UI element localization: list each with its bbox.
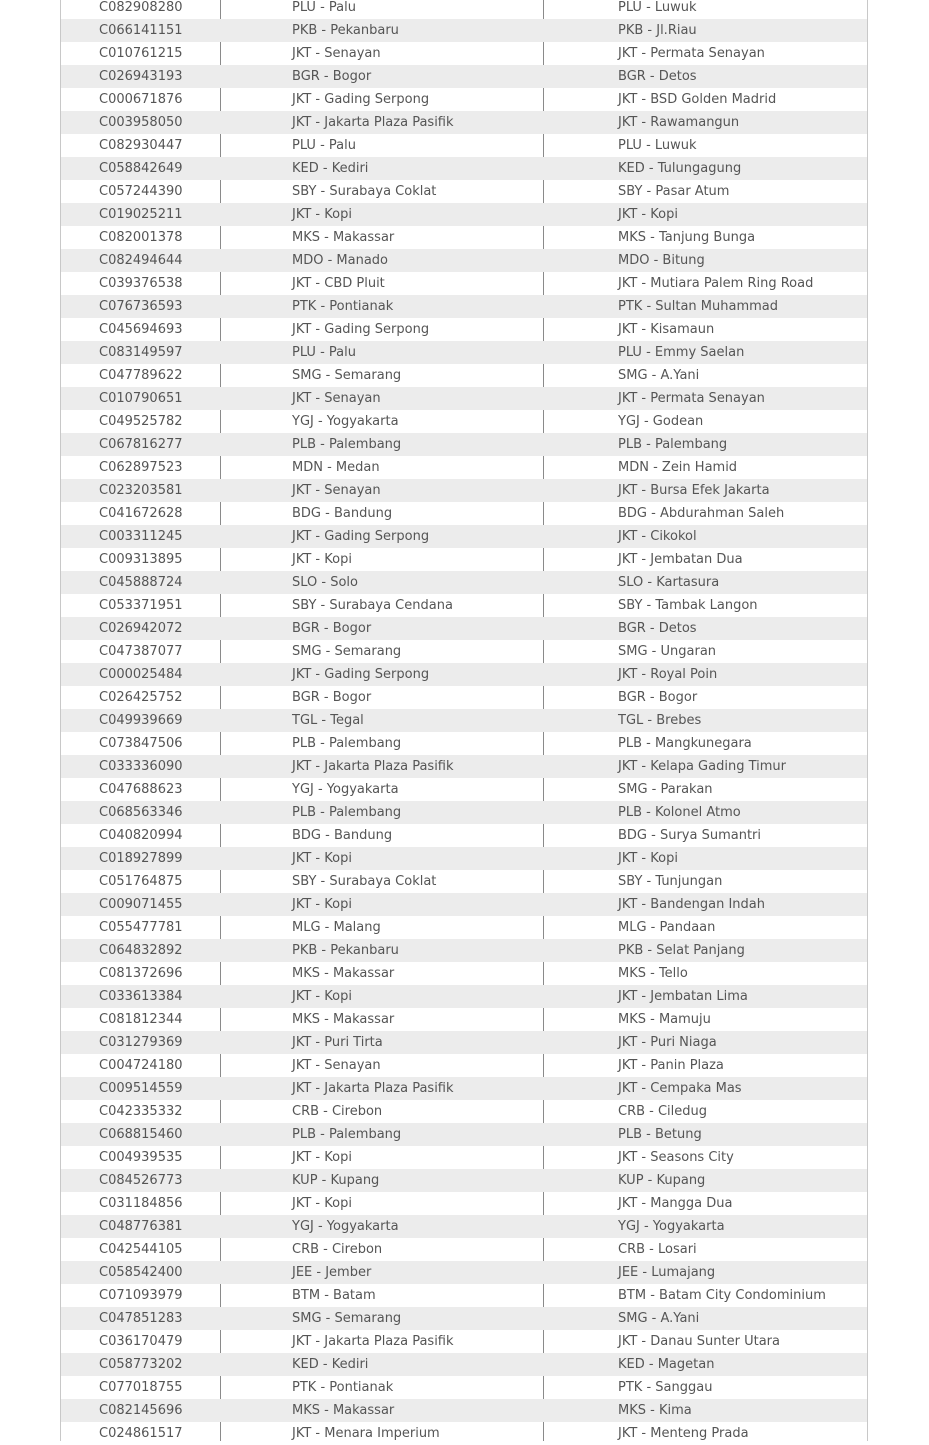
home-branch-cell: JKT - Kopi xyxy=(221,203,544,226)
service-branch-cell: SMG - Parakan xyxy=(618,782,713,797)
service-branch-cell: YGJ - Godean xyxy=(618,414,704,429)
table-row xyxy=(61,1077,867,1100)
home-branch-cell: JKT - Kopi xyxy=(292,1196,352,1211)
home-branch-cell: BGR - Bogor xyxy=(292,690,372,705)
table-row xyxy=(61,88,867,111)
home-branch-cell: MKS - Makassar xyxy=(292,966,395,981)
table-row xyxy=(61,870,867,893)
home-branch-cell: JKT - Senayan xyxy=(292,1058,381,1073)
service-branch-cell: JKT - Royal Poin xyxy=(544,663,867,686)
customer-id-cell: C051764875 xyxy=(99,874,183,889)
home-branch-cell: JKT - Menara Imperium xyxy=(292,1426,440,1441)
service-branch-cell: JKT - Permata Senayan xyxy=(544,387,867,410)
home-branch-cell: YGJ - Yogyakarta xyxy=(292,414,399,429)
service-branch-cell: JKT - Bursa Efek Jakarta xyxy=(544,479,867,502)
home-branch-cell: KED - Kediri xyxy=(221,157,544,180)
service-branch-cell: JKT - Menteng Prada xyxy=(618,1426,749,1441)
table-row xyxy=(61,985,867,1008)
customer-id-cell: C024861517 xyxy=(99,1426,183,1441)
service-branch-cell: SLO - Kartasura xyxy=(544,571,867,594)
home-branch-cell: YGJ - Yogyakarta xyxy=(221,1215,544,1238)
service-branch-cell: SBY - Pasar Atum xyxy=(618,184,730,199)
service-branch-cell: TGL - Brebes xyxy=(544,709,867,732)
service-branch-cell: BGR - Detos xyxy=(544,65,867,88)
customer-id-cell: C019025211 xyxy=(61,203,221,226)
service-branch-cell: JKT - Bandengan Indah xyxy=(544,893,867,916)
table-row xyxy=(61,732,867,755)
home-branch-cell: BDG - Bandung xyxy=(292,828,393,843)
table-row xyxy=(61,157,867,180)
home-branch-cell: JKT - Jakarta Plaza Pasifik xyxy=(221,111,544,134)
table-row xyxy=(61,1307,867,1330)
customer-id-cell: C023203581 xyxy=(61,479,221,502)
customer-id-cell: C062897523 xyxy=(99,460,183,475)
table-row xyxy=(61,226,867,249)
service-branch-cell: MKS - Tello xyxy=(618,966,688,981)
service-branch-cell: PLB - Palembang xyxy=(544,433,867,456)
home-branch-cell: YGJ - Yogyakarta xyxy=(292,782,399,797)
service-branch-cell: PTK - Sanggau xyxy=(618,1380,713,1395)
customer-id-cell: C031279369 xyxy=(61,1031,221,1054)
home-branch-cell: PTK - Pontianak xyxy=(292,1380,394,1395)
table-row xyxy=(61,1284,867,1307)
customer-id-cell: C048776381 xyxy=(61,1215,221,1238)
customer-id-cell: C058542400 xyxy=(61,1261,221,1284)
table-row xyxy=(61,19,867,42)
customer-id-cell: C047851283 xyxy=(61,1307,221,1330)
home-branch-cell: JKT - Senayan xyxy=(221,479,544,502)
customer-id-cell: C004724180 xyxy=(99,1058,183,1073)
customer-id-cell: C033613384 xyxy=(61,985,221,1008)
table-row xyxy=(61,0,867,19)
home-branch-cell: MKS - Makassar xyxy=(292,1012,395,1027)
home-branch-cell: SBY - Surabaya Coklat xyxy=(292,874,437,889)
home-branch-cell: MKS - Makassar xyxy=(292,230,395,245)
home-branch-cell: BGR - Bogor xyxy=(221,65,544,88)
home-branch-cell: JKT - Jakarta Plaza Pasifik xyxy=(221,1077,544,1100)
home-branch-cell: PLB - Palembang xyxy=(221,801,544,824)
customer-id-cell: C082494644 xyxy=(61,249,221,272)
service-branch-cell: JKT - Kopi xyxy=(544,847,867,870)
table-row xyxy=(61,640,867,663)
customer-id-cell: C049939669 xyxy=(61,709,221,732)
service-branch-cell: KED - Tulungagung xyxy=(544,157,867,180)
home-branch-cell: SMG - Semarang xyxy=(292,644,402,659)
customer-id-cell: C039376538 xyxy=(99,276,183,291)
table-row xyxy=(61,502,867,525)
service-branch-cell: JKT - Panin Plaza xyxy=(618,1058,724,1073)
table-row xyxy=(61,1054,867,1077)
service-branch-cell: SMG - A.Yani xyxy=(618,368,700,383)
service-branch-cell: PLU - Emmy Saelan xyxy=(544,341,867,364)
service-branch-cell: MKS - Tanjung Bunga xyxy=(618,230,756,245)
table-body xyxy=(61,0,867,1445)
table-row xyxy=(61,341,867,364)
home-branch-cell: KED - Kediri xyxy=(221,1353,544,1376)
table-row xyxy=(61,916,867,939)
service-branch-cell: JKT - Kopi xyxy=(544,203,867,226)
customer-id-cell: C000025484 xyxy=(61,663,221,686)
customer-id-cell: C081372696 xyxy=(99,966,183,981)
home-branch-cell: CRB - Cirebon xyxy=(292,1242,383,1257)
customer-id-cell: C033336090 xyxy=(61,755,221,778)
home-branch-cell: MDN - Medan xyxy=(292,460,380,475)
table-row xyxy=(61,1100,867,1123)
service-branch-cell: JKT - Permata Senayan xyxy=(618,46,765,61)
home-branch-cell: SBY - Surabaya Cendana xyxy=(292,598,453,613)
table-row xyxy=(61,847,867,870)
table-row xyxy=(61,387,867,410)
service-branch-cell: JKT - Jembatan Dua xyxy=(618,552,743,567)
table-row xyxy=(61,1238,867,1261)
service-branch-cell: BGR - Bogor xyxy=(618,690,698,705)
home-branch-cell: JEE - Jember xyxy=(221,1261,544,1284)
customer-id-cell: C058773202 xyxy=(61,1353,221,1376)
table-row xyxy=(61,1330,867,1353)
service-branch-cell: JKT - Mangga Dua xyxy=(618,1196,733,1211)
customer-id-cell: C084526773 xyxy=(61,1169,221,1192)
home-branch-cell: JKT - Gading Serpong xyxy=(292,322,430,337)
customer-id-cell: C047789622 xyxy=(99,368,183,383)
table-row xyxy=(61,433,867,456)
table-row xyxy=(61,1422,867,1445)
service-branch-cell: KUP - Kupang xyxy=(544,1169,867,1192)
service-branch-cell: KED - Magetan xyxy=(544,1353,867,1376)
table-row xyxy=(61,65,867,88)
customer-id-cell: C082908280 xyxy=(99,0,183,15)
table-row xyxy=(61,939,867,962)
customer-id-cell: C064832892 xyxy=(61,939,221,962)
customer-id-cell: C031184856 xyxy=(99,1196,183,1211)
home-branch-cell: PLU - Palu xyxy=(221,341,544,364)
service-branch-cell: MKS - Mamuju xyxy=(618,1012,711,1027)
home-branch-cell: JKT - Jakarta Plaza Pasifik xyxy=(292,1334,454,1349)
customer-id-cell: C083149597 xyxy=(61,341,221,364)
home-branch-cell: BGR - Bogor xyxy=(221,617,544,640)
table-row xyxy=(61,1123,867,1146)
service-branch-cell: BTM - Batam City Condominium xyxy=(618,1288,826,1303)
home-branch-cell: TGL - Tegal xyxy=(221,709,544,732)
home-branch-cell: JKT - Senayan xyxy=(221,387,544,410)
service-branch-cell: PTK - Sultan Muhammad xyxy=(544,295,867,318)
service-branch-cell: MKS - Kima xyxy=(544,1399,867,1422)
service-branch-cell: PKB - Selat Panjang xyxy=(544,939,867,962)
home-branch-cell: JKT - Puri Tirta xyxy=(221,1031,544,1054)
table-row xyxy=(61,203,867,226)
table-row xyxy=(61,617,867,640)
home-branch-cell: PLB - Palembang xyxy=(292,736,402,751)
customer-id-cell: C081812344 xyxy=(99,1012,183,1027)
customer-id-cell: C026425752 xyxy=(99,690,183,705)
customer-id-cell: C026943193 xyxy=(61,65,221,88)
home-branch-cell: JKT - Senayan xyxy=(292,46,381,61)
service-branch-cell: JEE - Lumajang xyxy=(544,1261,867,1284)
customer-id-cell: C068815460 xyxy=(61,1123,221,1146)
table-row xyxy=(61,318,867,341)
table-row xyxy=(61,410,867,433)
table-row xyxy=(61,456,867,479)
home-branch-cell: JKT - Kopi xyxy=(292,552,352,567)
customer-id-cell: C071093979 xyxy=(99,1288,183,1303)
customer-id-cell: C066141151 xyxy=(61,19,221,42)
service-branch-cell: JKT - Danau Sunter Utara xyxy=(618,1334,780,1349)
table-row xyxy=(61,824,867,847)
table-row xyxy=(61,1008,867,1031)
table-row xyxy=(61,755,867,778)
home-branch-cell: MKS - Makassar xyxy=(221,1399,544,1422)
table-row xyxy=(61,1031,867,1054)
home-branch-cell: JKT - Gading Serpong xyxy=(292,92,430,107)
service-branch-cell: BDG - Surya Sumantri xyxy=(618,828,761,843)
home-branch-cell: BTM - Batam xyxy=(292,1288,376,1303)
service-branch-cell: YGJ - Yogyakarta xyxy=(544,1215,867,1238)
customer-id-cell: C009071455 xyxy=(61,893,221,916)
home-branch-cell: KUP - Kupang xyxy=(221,1169,544,1192)
home-branch-cell: PLB - Palembang xyxy=(221,433,544,456)
home-branch-cell: MDO - Manado xyxy=(221,249,544,272)
table-row xyxy=(61,1261,867,1284)
service-branch-cell: JKT - Seasons City xyxy=(618,1150,734,1165)
home-branch-cell: JKT - Kopi xyxy=(292,1150,352,1165)
table-row xyxy=(61,134,867,157)
table-row xyxy=(61,272,867,295)
table-row xyxy=(61,801,867,824)
service-branch-cell: CRB - Losari xyxy=(618,1242,697,1257)
home-branch-cell: SMG - Semarang xyxy=(221,1307,544,1330)
service-branch-cell: SBY - Tunjungan xyxy=(618,874,723,889)
home-branch-cell: JKT - Gading Serpong xyxy=(221,663,544,686)
service-branch-cell: JKT - BSD Golden Madrid xyxy=(618,92,777,107)
table-row xyxy=(61,686,867,709)
table-row xyxy=(61,663,867,686)
customer-id-cell: C077018755 xyxy=(99,1380,183,1395)
home-branch-cell: PKB - Pekanbaru xyxy=(221,19,544,42)
table-row xyxy=(61,111,867,134)
customer-id-cell: C049525782 xyxy=(99,414,183,429)
table-row xyxy=(61,1215,867,1238)
customer-id-cell: C010761215 xyxy=(99,46,183,61)
service-branch-cell: SMG - A.Yani xyxy=(544,1307,867,1330)
service-branch-cell: PLB - Betung xyxy=(544,1123,867,1146)
home-branch-cell: SLO - Solo xyxy=(221,571,544,594)
customer-id-cell: C010790651 xyxy=(61,387,221,410)
service-branch-cell: MDO - Bitung xyxy=(544,249,867,272)
table-row xyxy=(61,295,867,318)
customer-id-cell: C082001378 xyxy=(99,230,183,245)
service-branch-cell: BGR - Detos xyxy=(544,617,867,640)
customer-id-cell: C047688623 xyxy=(99,782,183,797)
customer-id-cell: C036170479 xyxy=(99,1334,183,1349)
customer-id-cell: C003311245 xyxy=(61,525,221,548)
table-row xyxy=(61,525,867,548)
service-branch-cell: PLU - Luwuk xyxy=(618,0,697,15)
customer-id-cell: C042335332 xyxy=(99,1104,183,1119)
customer-id-cell: C018927899 xyxy=(61,847,221,870)
table-row xyxy=(61,594,867,617)
customer-branch-table xyxy=(61,0,867,1445)
customer-id-cell: C045888724 xyxy=(61,571,221,594)
customer-id-cell: C047387077 xyxy=(99,644,183,659)
home-branch-cell: JKT - Kopi xyxy=(221,985,544,1008)
home-branch-cell: PLU - Palu xyxy=(292,0,356,15)
home-branch-cell: JKT - Kopi xyxy=(221,893,544,916)
customer-id-cell: C009313895 xyxy=(99,552,183,567)
table-row xyxy=(61,893,867,916)
customer-id-cell: C057244390 xyxy=(99,184,183,199)
customer-id-cell: C053371951 xyxy=(99,598,183,613)
service-branch-cell: MLG - Pandaan xyxy=(618,920,716,935)
service-branch-cell: JKT - Kelapa Gading Timur xyxy=(544,755,867,778)
service-branch-cell: JKT - Jembatan Lima xyxy=(544,985,867,1008)
customer-id-cell: C082145696 xyxy=(61,1399,221,1422)
service-branch-cell: SMG - Ungaran xyxy=(618,644,717,659)
table-row xyxy=(61,42,867,65)
service-branch-cell: JKT - Mutiara Palem Ring Road xyxy=(618,276,814,291)
home-branch-cell: SBY - Surabaya Coklat xyxy=(292,184,437,199)
table-row xyxy=(61,1399,867,1422)
table-row xyxy=(61,479,867,502)
table-row xyxy=(61,1192,867,1215)
service-branch-cell: PLB - Kolonel Atmo xyxy=(544,801,867,824)
home-branch-cell: SMG - Semarang xyxy=(292,368,402,383)
customer-id-cell: C009514559 xyxy=(61,1077,221,1100)
customer-id-cell: C004939535 xyxy=(99,1150,183,1165)
service-branch-cell: PKB - Jl.Riau xyxy=(544,19,867,42)
customer-id-cell: C067816277 xyxy=(61,433,221,456)
table-row xyxy=(61,180,867,203)
service-branch-cell: JKT - Rawamangun xyxy=(544,111,867,134)
service-branch-cell: JKT - Kisamaun xyxy=(618,322,715,337)
table-row xyxy=(61,962,867,985)
service-branch-cell: PLB - Mangkunegara xyxy=(618,736,752,751)
customer-id-cell: C082930447 xyxy=(99,138,183,153)
table-row xyxy=(61,1353,867,1376)
service-branch-cell: BDG - Abdurahman Saleh xyxy=(618,506,785,521)
service-branch-cell: MDN - Zein Hamid xyxy=(618,460,738,475)
customer-id-cell: C068563346 xyxy=(61,801,221,824)
customer-id-cell: C055477781 xyxy=(99,920,183,935)
customer-id-cell: C045694693 xyxy=(99,322,183,337)
home-branch-cell: PLU - Palu xyxy=(292,138,356,153)
table-row xyxy=(61,364,867,387)
home-branch-cell: MLG - Malang xyxy=(292,920,381,935)
home-branch-cell: JKT - Kopi xyxy=(221,847,544,870)
home-branch-cell: PKB - Pekanbaru xyxy=(221,939,544,962)
table-row xyxy=(61,548,867,571)
service-branch-cell: JKT - Puri Niaga xyxy=(544,1031,867,1054)
home-branch-cell: JKT - CBD Pluit xyxy=(292,276,385,291)
customer-id-cell: C003958050 xyxy=(61,111,221,134)
customer-id-cell: C058842649 xyxy=(61,157,221,180)
customer-id-cell: C073847506 xyxy=(99,736,183,751)
table-row xyxy=(61,778,867,801)
home-branch-cell: PLB - Palembang xyxy=(221,1123,544,1146)
customer-id-cell: C042544105 xyxy=(99,1242,183,1257)
home-branch-cell: PTK - Pontianak xyxy=(221,295,544,318)
service-branch-cell: CRB - Ciledug xyxy=(618,1104,708,1119)
service-branch-cell: JKT - Cikokol xyxy=(544,525,867,548)
table-row xyxy=(61,571,867,594)
table-row xyxy=(61,1146,867,1169)
home-branch-cell: JKT - Gading Serpong xyxy=(221,525,544,548)
customer-id-cell: C040820994 xyxy=(99,828,183,843)
table-row xyxy=(61,709,867,732)
home-branch-cell: JKT - Jakarta Plaza Pasifik xyxy=(221,755,544,778)
home-branch-cell: BDG - Bandung xyxy=(292,506,393,521)
home-branch-cell: CRB - Cirebon xyxy=(292,1104,383,1119)
service-branch-cell: JKT - Cempaka Mas xyxy=(544,1077,867,1100)
customer-id-cell: C076736593 xyxy=(61,295,221,318)
table-row xyxy=(61,1169,867,1192)
service-branch-cell: SBY - Tambak Langon xyxy=(618,598,758,613)
customer-id-cell: C026942072 xyxy=(61,617,221,640)
table-row xyxy=(61,1376,867,1399)
customer-id-cell: C000671876 xyxy=(99,92,183,107)
customer-id-cell: C041672628 xyxy=(99,506,183,521)
service-branch-cell: PLU - Luwuk xyxy=(618,138,697,153)
table-row xyxy=(61,249,867,272)
